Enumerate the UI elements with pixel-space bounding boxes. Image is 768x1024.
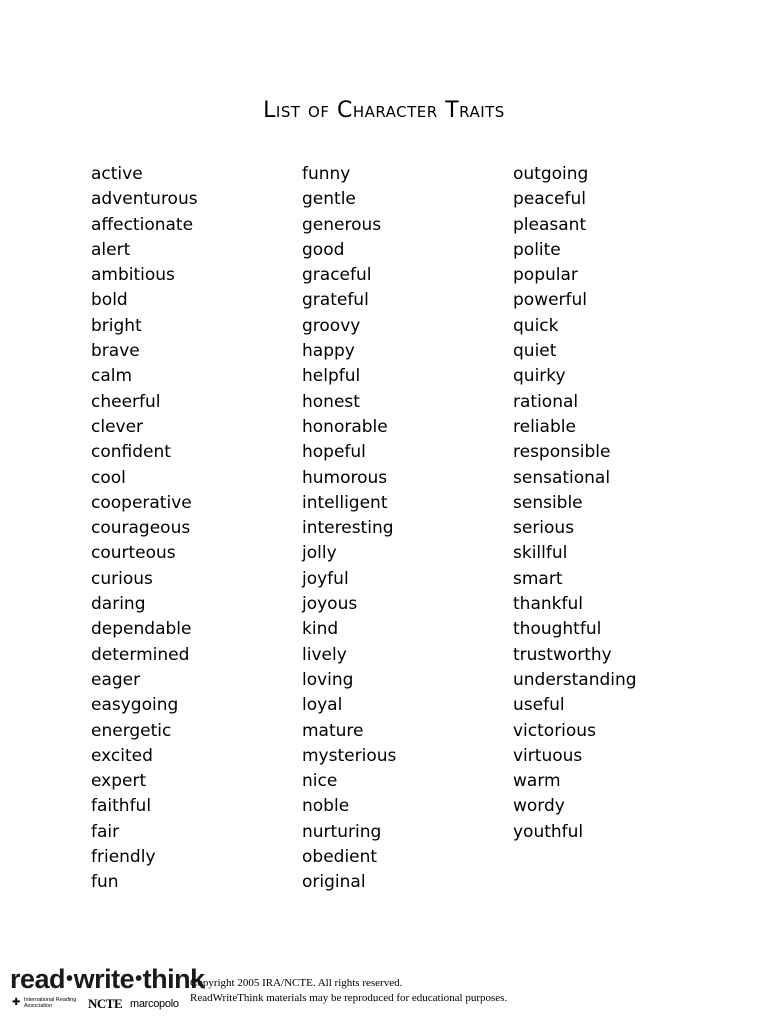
trait-item: grateful xyxy=(302,290,369,311)
trait-item: bright xyxy=(91,315,142,336)
trait-item: sensible xyxy=(513,492,583,513)
trait-item: determined xyxy=(91,644,190,665)
trait-item: thankful xyxy=(513,594,583,615)
trait-item: sensational xyxy=(513,467,611,488)
trait-item: skillful xyxy=(513,543,568,564)
partner-logos xyxy=(10,996,182,1012)
trait-item: eager xyxy=(91,669,141,690)
copyright-line-2: ReadWriteThink materials may be reproduced for educational purposes. xyxy=(190,992,508,1004)
trait-item: virtuous xyxy=(513,745,583,766)
trait-item: gentle xyxy=(302,189,356,210)
trait-item: kind xyxy=(302,619,339,640)
trait-item: funny xyxy=(302,164,351,184)
trait-item: quick xyxy=(513,315,559,336)
trait-item: graceful xyxy=(302,265,372,286)
traits-column-1 xyxy=(91,162,198,896)
trait-item: smart xyxy=(513,568,563,589)
trait-item: dependable xyxy=(91,619,192,640)
trait-item: obedient xyxy=(302,847,378,868)
trait-item: responsible xyxy=(513,442,611,463)
trait-item: joyful xyxy=(302,568,349,589)
trait-item: alert xyxy=(91,239,131,260)
trait-item: happy xyxy=(302,341,355,362)
trait-item: powerful xyxy=(513,290,588,311)
trait-item: generous xyxy=(302,214,382,235)
trait-item: faithful xyxy=(91,796,152,817)
trait-item: trustworthy xyxy=(513,644,612,665)
trait-item: noble xyxy=(302,796,350,817)
trait-item: nurturing xyxy=(302,821,382,842)
trait-item: energetic xyxy=(91,720,172,741)
trait-item: courteous xyxy=(91,543,176,564)
logo-write: write xyxy=(73,964,135,994)
trait-item: peaceful xyxy=(513,189,586,210)
trait-item: quiet xyxy=(513,341,557,362)
trait-item: loving xyxy=(302,669,354,690)
trait-item: loyal xyxy=(302,695,343,716)
traits-column-3 xyxy=(513,162,637,845)
logo-dot: • xyxy=(66,968,73,990)
trait-item: humorous xyxy=(302,467,388,488)
trait-item: courageous xyxy=(91,518,191,539)
trait-item: understanding xyxy=(513,669,637,690)
trait-item: fun xyxy=(91,872,119,893)
trait-item: mysterious xyxy=(302,745,397,766)
trait-item: quirky xyxy=(513,366,566,387)
ira-logo-icon: ✚ xyxy=(12,997,21,1008)
trait-item: wordy xyxy=(513,796,565,817)
trait-item: youthful xyxy=(513,821,584,842)
readwritethink-logo xyxy=(10,964,205,1012)
trait-item: active xyxy=(91,164,143,184)
trait-item: pleasant xyxy=(513,214,587,235)
logo-wordmark xyxy=(10,964,205,994)
traits-column-2 xyxy=(302,162,396,896)
trait-item: reliable xyxy=(513,416,576,437)
copyright-notice xyxy=(190,976,507,1006)
copyright-line-1: Copyright 2005 IRA/NCTE. All rights reserved. xyxy=(190,977,403,989)
trait-item: nice xyxy=(302,771,338,792)
ira-logo-text: International Reading Association xyxy=(24,997,77,1009)
trait-item: calm xyxy=(91,366,133,387)
trait-item: honorable xyxy=(302,416,388,437)
trait-item: good xyxy=(302,239,345,260)
trait-item: expert xyxy=(91,771,147,792)
trait-item: groovy xyxy=(302,315,361,336)
trait-item: mature xyxy=(302,720,364,741)
trait-item: curious xyxy=(91,568,153,589)
logo-dot: • xyxy=(135,968,142,990)
ncte-logo: NCTE xyxy=(88,996,123,1011)
trait-item: helpful xyxy=(302,366,361,387)
trait-item: useful xyxy=(513,695,565,716)
trait-item: friendly xyxy=(91,847,156,868)
trait-item: outgoing xyxy=(513,164,589,184)
trait-item: ambitious xyxy=(91,265,175,286)
trait-item: excited xyxy=(91,745,153,766)
trait-item: joyous xyxy=(302,594,358,615)
trait-item: original xyxy=(302,872,366,893)
logo-think: think xyxy=(142,964,205,994)
trait-item: hopeful xyxy=(302,442,366,463)
trait-item: confident xyxy=(91,442,171,463)
trait-item: affectionate xyxy=(91,214,194,235)
trait-item: lively xyxy=(302,644,347,665)
trait-item: jolly xyxy=(302,543,337,564)
trait-item: brave xyxy=(91,341,140,362)
trait-item: thoughtful xyxy=(513,619,602,640)
trait-item: serious xyxy=(513,518,575,539)
marcopolo-logo: marcopolo xyxy=(130,998,179,1010)
page-title: List of Character Traits xyxy=(263,98,505,123)
trait-item: intelligent xyxy=(302,492,388,513)
trait-item: popular xyxy=(513,265,578,286)
trait-item: clever xyxy=(91,416,144,437)
trait-item: easygoing xyxy=(91,695,179,716)
trait-item: fair xyxy=(91,821,120,842)
trait-item: polite xyxy=(513,239,561,260)
trait-item: rational xyxy=(513,391,579,412)
trait-item: daring xyxy=(91,594,146,615)
trait-item: victorious xyxy=(513,720,596,741)
trait-item: honest xyxy=(302,391,360,412)
trait-item: bold xyxy=(91,290,128,311)
logo-read: read xyxy=(10,964,66,994)
trait-item: interesting xyxy=(302,518,394,539)
trait-item: cooperative xyxy=(91,492,192,513)
trait-item: warm xyxy=(513,771,561,792)
trait-item: adventurous xyxy=(91,189,198,210)
trait-item: cheerful xyxy=(91,391,161,412)
trait-item: cool xyxy=(91,467,126,488)
